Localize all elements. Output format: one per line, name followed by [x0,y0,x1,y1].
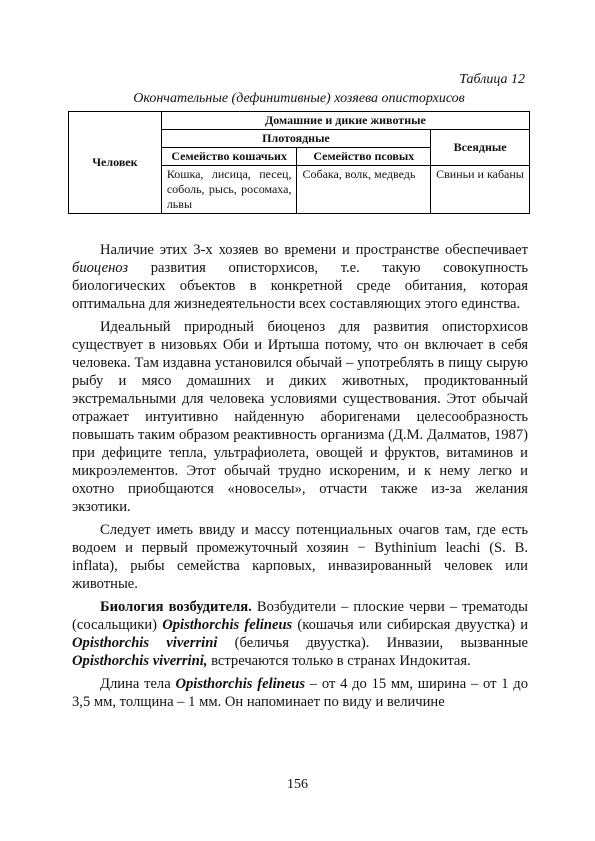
paragraph-biocenosis [72,241,528,313]
hosts-table [68,111,530,214]
paragraph-text: Длина тела [100,676,176,692]
section-heading: Биология возбудителя. [100,599,252,615]
table-row [69,112,530,130]
paragraph-natural-biocenosis: Идеальный природный биоценоз для развития описторхисов существует в низовьях Оби и Иртыша потому, что он включает в себя человека. Там издавна установился обычай – употреблять в пищу сырую рыбу и мясо домашних и диких животных, продиктованный экстремальными для человека условиями существования. Этот обычай отражает интуитивно найденную аборигенами целесообразность повышать таким образом реактивность организма (Д.М. Далматов, 1987) при дефиците тепла, ультрафиолета, овощей и фруктов, витаминов и микроэлементов. Этот обычай трудно искореним, и к нему легко и охотно приобщаются «новоселы», отчасти также из-за желания экзотики. [72,319,528,515]
cell-canidae: Собака, волк, медведь [297,166,431,214]
body-text [72,241,528,711]
page-number: 156 [287,777,308,792]
paragraph-text: Наличие этих 3-х хозяев во времени и пространстве обеспечивает [100,242,528,258]
header-animals: Домашние и дикие животные [161,112,529,130]
cell-omnivores: Свиньи и кабаны [431,166,530,214]
paragraph-text: развития описторхисов, т.е. такую совокупность биологических объектов в конкретной среде обитания, которая оптимальна для жизнедеятельности всех составляющих этого единства. [72,260,528,312]
header-human: Человек [69,112,162,214]
paragraph-potential-foci: Следует иметь ввиду и массу потенциальных очагов там, где есть водоем и первый промежуточный хозяин − Bythinium leachi (S. B. inflata), рыбы семейства карповых, инвазированный человек или животные. [72,522,528,592]
paragraph-pathogen-biology [72,598,528,670]
header-canidae: Семейство псовых [297,148,431,166]
species-name: Opisthorchis viverrini [72,635,218,651]
species-name: Opisthorchis felineus [162,617,293,633]
paragraph-text: (кошачья или сибирская двуустка) и [292,617,528,633]
header-felidae: Семейство кошачьих [161,148,297,166]
paragraph-text: Возбудители – плоские черви – трематоды (сосальщики) [72,599,528,633]
paragraph-text: (беличья двуустка). Инвазии, вызванные [217,635,528,651]
term-biocenosis: биоценоз [72,260,129,276]
header-omnivores: Всеядные [431,130,530,166]
header-carnivores: Плотоядные [161,130,430,148]
paragraph-text: – от 4 до 15 мм, ширина – от 1 до 3,5 мм, толщина – 1 мм. Он напоминает по виду и величине [72,676,528,710]
paragraph-body-length [72,675,528,711]
species-name: Opisthorchis viverrini, [72,653,208,669]
table-caption: Окончательные (дефинитивные) хозяева описторхисов [133,91,465,106]
table-label: Таблица 12 [459,72,525,87]
cell-felidae: Кошка, лисица, песец, соболь, рысь, росомаха, львы [161,166,297,214]
species-name: Opisthorchis felineus [175,676,306,692]
paragraph-text: встречаются только в странах Индокитая. [207,653,471,669]
